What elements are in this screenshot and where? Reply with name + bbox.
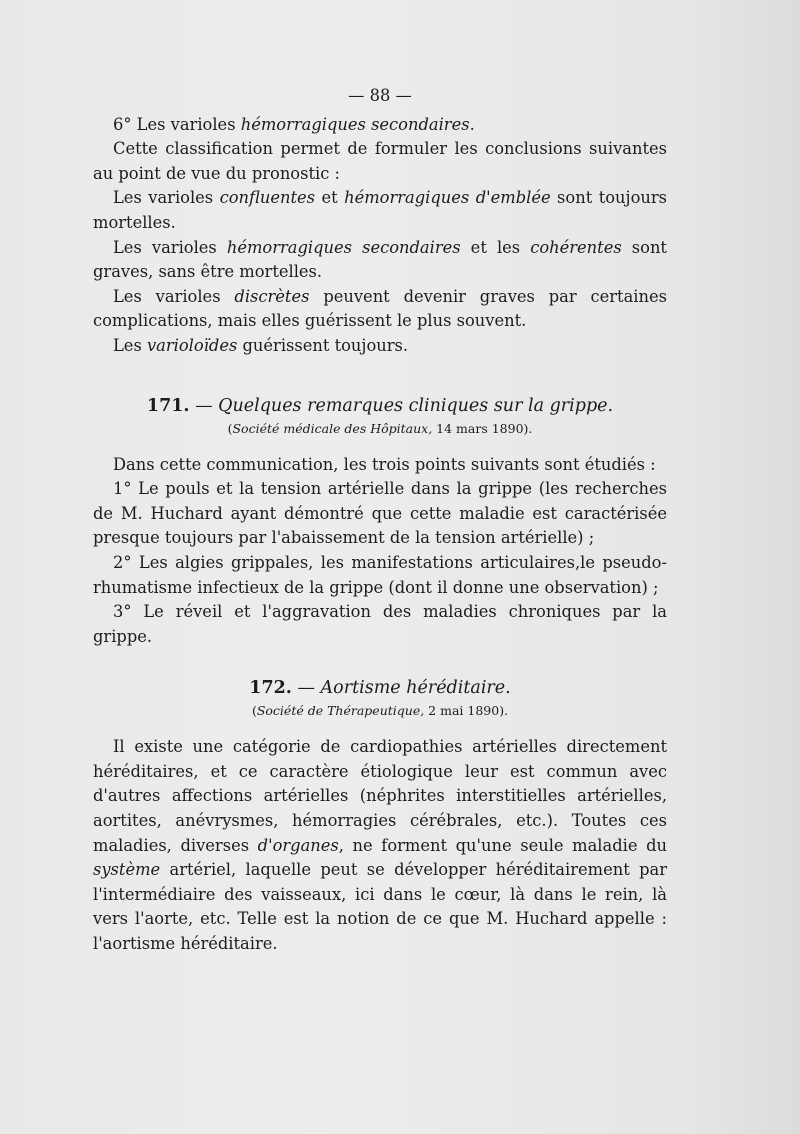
classification-item-6: 6° Les varioles hémorragiques secondaires.: [113, 114, 475, 134]
section-171-intro-paragraph: Dans cette communication, les trois points suivants sont étudiés :: [113, 454, 656, 474]
section-171-source: (Société médicale des Hôpitaux, 14 mars 1890).: [227, 420, 533, 436]
section-171-heading: 171. — Quelques remarques cliniques sur la grippe.: [146, 395, 614, 416]
page-number: — 88 —: [348, 86, 412, 105]
section-171-point-2: 2° Les algies grippales, les manifestations articulaires,le pseudo-rhumatisme infectieux de la grippe (dont il donne une observation) ;: [93, 552, 667, 597]
prognosis-grave-paragraph: Les varioles hémorragiques secondaires et les cohérentes sont graves, sans être mortelles.: [93, 237, 667, 282]
section-171-point-1: 1° Le pouls et la tension artérielle dans la grippe (les recherches de M. Huchard ayant démontré que cette maladie est caractérisée presque toujours par l'abaissement de la tension artérielle) ;: [93, 479, 667, 548]
section-172-body-paragraph: Il existe une catégorie de cardiopathies artérielles directement héréditaires, et ce caractère étiologique leur est commun avec d'autres affections artérielles (néphrites interstitielles artérielles, aortites, anévrysmes, hémorragies cérébrales, etc.). Toutes ces maladies, diverses d'organes, ne forment qu'une seule maladie du système artériel, laquelle peut se développer héréditairement par l'intermédiaire des vaisseaux, ici dans le cœur, là dans le rein, là vers l'aorte, etc. Telle est la notion de ce que M. Huchard appelle : l'aortisme héréditaire.: [93, 737, 667, 954]
prognosis-mortal-paragraph: Les varioles confluentes et hémorragiques d'emblée sont toujours mortelles.: [93, 188, 668, 232]
page-text-column: [93, 84, 667, 957]
prognosis-discrete-paragraph: Les varioles discrètes peuvent devenir graves par certaines complications, mais elles guérissent le plus souvent.: [93, 286, 667, 331]
prognosis-varioloid-paragraph: Les varioloïdes guérissent toujours.: [113, 335, 409, 355]
section-172-heading: 172. — Aortisme héréditaire.: [249, 678, 511, 699]
section-171-point-3: 3° Le réveil et l'aggravation des maladies chroniques par la grippe.: [93, 602, 667, 646]
conclusions-intro-paragraph: Cette classification permet de formuler les conclusions suivantes au point de vue du pronostic :: [93, 139, 667, 183]
section-172-source: (Société de Thérapeutique, 2 mai 1890).: [251, 703, 509, 719]
